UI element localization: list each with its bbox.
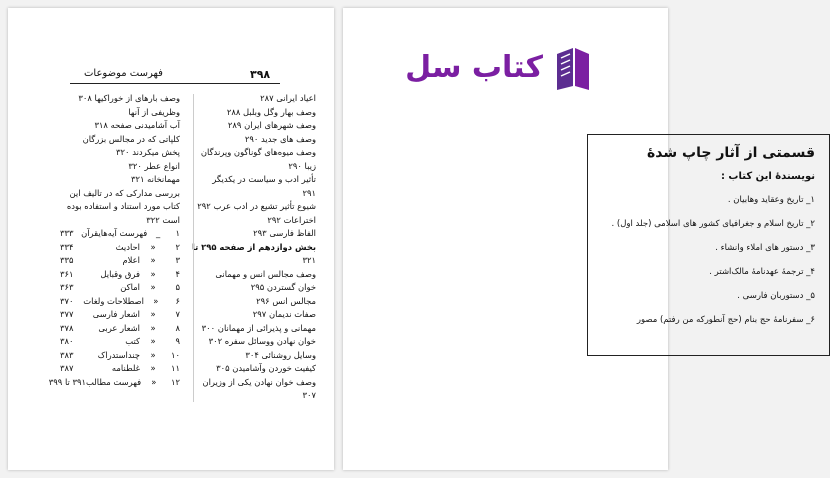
index-column-right (190, 92, 316, 403)
work-item: ۱_ تاریخ وعقاید وهابیان . (727, 195, 815, 205)
book-logo-icon (553, 44, 593, 92)
toc-row (60, 308, 180, 322)
index-line: وصف شهرهای ایران ۲۸۹ (227, 120, 316, 130)
index-line: کیفیت خوردن وآشامیدن ۳۰۵ (216, 363, 316, 373)
index-line: است ۳۲۲ (146, 214, 180, 225)
index-line: اعیاد ایرانی ۲۸۷ (260, 93, 316, 103)
toc-number: ۷ (175, 309, 180, 319)
work-item: ۴_ ترجمهٔ عهدنامهٔ مالک‌اشتر . (709, 267, 815, 277)
page-number: ۳۹۸ (250, 68, 271, 81)
toc-row (60, 281, 180, 295)
toc-ditto: « (150, 282, 156, 292)
toc-row (60, 227, 180, 241)
index-line: وصف مجالس انس و مهمانی (215, 268, 316, 279)
work-item: ۲_ تاریخ اسلام و جغرافیای کشور های اسلامی (جلد اول) . (611, 219, 815, 229)
toc-page: ۳۶۳ (60, 282, 74, 292)
running-title: فهرست موضوعات (84, 68, 163, 79)
toc-number: ۹ (175, 336, 180, 346)
toc-row (60, 268, 180, 282)
toc-number: ۱۲ (171, 376, 180, 387)
index-line: وسایل روشنائی ۳۰۴ (245, 349, 316, 360)
index-line: صفات ندیمان ۲۹۷ (252, 309, 316, 319)
toc-number: ۲ (175, 241, 180, 252)
column-divider (193, 94, 194, 402)
toc-page: ۳۳۵ (60, 255, 74, 265)
toc-title: اشعار فارسی (92, 309, 140, 319)
toc-number: ۱۰ (171, 349, 180, 360)
toc-title: فهرست آیه‌هایقرآن (81, 228, 148, 238)
toc-title: چنداستدراک (97, 349, 140, 360)
toc-list (48, 227, 180, 389)
toc-ditto: _ (156, 228, 161, 238)
index-line: مهمانخانه ۳۲۱ (130, 174, 180, 184)
toc-page: ۳۹۱ تا ۳۹۹ (48, 376, 86, 387)
toc-page: ۳۳۴ (60, 241, 74, 252)
index-line: وصف های جدید ۲۹۰ (244, 133, 316, 144)
toc-row (48, 376, 180, 390)
index-line: اختراعات ۲۹۲ (267, 214, 316, 225)
site-logo (393, 44, 593, 96)
toc-ditto: « (150, 241, 156, 252)
index-line: الفاظ فارسی ۲۹۳ (253, 228, 316, 238)
index-line: زیبا ۲۹۰ (288, 160, 316, 171)
index-line: وظریفی از آنها (128, 106, 180, 117)
toc-ditto: « (153, 295, 159, 306)
header-rule (70, 83, 280, 84)
index-line: تأثیر ادب و سیاست در یکدیگر (212, 174, 316, 184)
toc-page: ۳۸۳ (60, 349, 74, 360)
box-title: قسمتی از آثار چاپ شدهٔ (647, 145, 815, 161)
toc-ditto: « (150, 336, 156, 346)
toc-page: ۳۸۷ (60, 363, 74, 373)
index-line: کتاب مورد استناد و استفاده بوده (66, 201, 180, 211)
toc-ditto: « (151, 376, 157, 387)
index-line: ۲۹۱ (302, 187, 316, 198)
toc-ditto: « (150, 322, 156, 333)
index-line: وصف خوان نهادن یکی از وزیران (202, 376, 316, 387)
toc-row (60, 254, 180, 268)
index-line: مهمانی و پذیرائی از مهمانان ۳۰۰ (201, 322, 316, 333)
index-line: ۳۰۷ (302, 390, 316, 400)
toc-row (60, 241, 180, 255)
index-column-left (48, 92, 180, 389)
toc-number: ۱ (175, 228, 180, 238)
toc-title: اشعار عربی (98, 322, 140, 333)
index-line: وصف بهار وگل وبلبل ۲۸۸ (226, 106, 316, 117)
toc-ditto: « (150, 349, 156, 360)
index-line: بررسی مدارکی که در تالیف این (69, 187, 180, 198)
toc-page: ۳۸۰ (60, 336, 74, 346)
toc-row (60, 335, 180, 349)
toc-row (60, 295, 180, 309)
index-line: خوان گستردن ۲۹۵ (250, 282, 316, 292)
toc-ditto: « (150, 309, 156, 319)
toc-title: اصطلاحات ولغات (83, 295, 144, 306)
work-item: ۳_ دستور های املاء وانشاء . (715, 243, 815, 253)
index-line: انواع عطر ۳۲۰ (128, 160, 180, 171)
toc-number: ۴ (175, 268, 180, 279)
index-line: پخش میکردند ۳۲۰ (116, 147, 180, 157)
right-page (343, 8, 815, 470)
toc-title: اعلام (122, 255, 140, 265)
toc-number: ۱۱ (171, 363, 180, 373)
work-item: ۶_ سفرنامهٔ حج بنام (حج آنطورکه من رفتم) مصور (636, 315, 815, 325)
toc-row (60, 322, 180, 336)
toc-title: فرق وقبایل (100, 268, 140, 279)
toc-ditto: « (150, 363, 156, 373)
index-line: مجالس انس ۲۹۶ (256, 295, 316, 306)
toc-row (60, 349, 180, 363)
index-line: خوان نهادن ووسائل سفره ۳۰۲ (208, 336, 316, 346)
toc-title: کتب (125, 336, 140, 346)
toc-page: ۳۶۱ (60, 268, 74, 279)
index-line: وصف بارهای از خوراکیها ۳۰۸ (78, 93, 180, 103)
toc-number: ۸ (175, 322, 180, 333)
toc-title: فهرست مطالب (86, 376, 142, 387)
logo-text: کتاب سل (405, 50, 543, 85)
toc-page: ۳۷۷ (60, 309, 74, 319)
toc-page: ۳۳۳ (60, 228, 74, 238)
toc-number: ۳ (175, 255, 180, 265)
index-line: شیوع تأثیر تشیع در ادب عرب ۲۹۲ (197, 201, 316, 211)
toc-row (60, 362, 180, 376)
section-heading: بخش دوازدهم از صفحه ۲۹۵ تا (191, 241, 316, 252)
work-item: ۵_ دستوربان فارسی . (737, 291, 815, 301)
toc-title: غلطنامه (111, 363, 140, 373)
index-line: کلپاتی که در مجالس بزرگان (82, 133, 180, 144)
index-line: ۳۲۱ (302, 255, 316, 265)
toc-ditto: « (150, 268, 156, 279)
toc-ditto: « (150, 255, 156, 265)
toc-number: ۵ (175, 282, 180, 292)
toc-page: ۳۷۰ (60, 295, 74, 306)
index-line: وصف میوه‌های گوناگون وپرندگان (200, 147, 316, 157)
toc-title: احادیث (115, 241, 140, 252)
toc-number: ۶ (175, 295, 180, 306)
toc-page: ۳۷۸ (60, 322, 74, 333)
box-subtitle: نویسندهٔ این کتاب : (720, 171, 815, 182)
left-page (8, 8, 334, 470)
index-line: آب آشامیدنی صفحه ۳۱۸ (94, 120, 180, 130)
toc-title: اماکن (120, 282, 140, 292)
published-works-box (587, 134, 830, 356)
